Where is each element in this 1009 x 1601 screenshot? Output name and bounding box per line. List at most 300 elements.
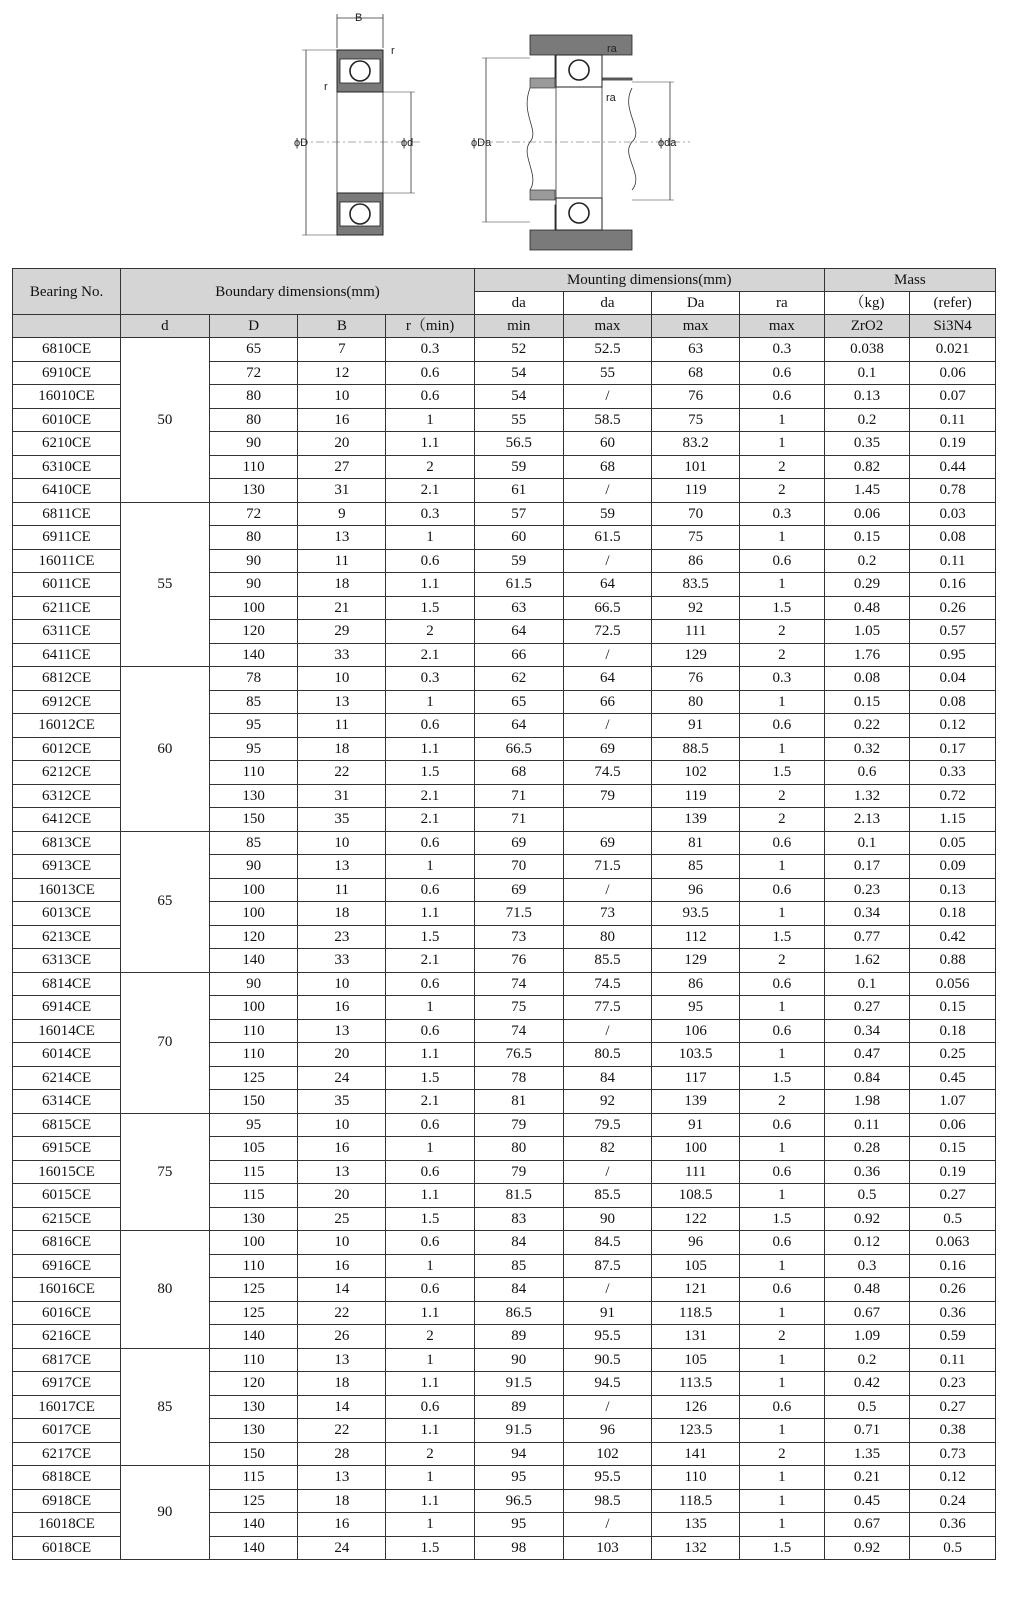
cell-da-max: 84.5 (563, 1231, 652, 1255)
cell-bearing-no: 6916CE (13, 1254, 121, 1278)
cell-da-min: 66 (474, 643, 563, 667)
cell-r-min: 0.6 (386, 385, 475, 409)
cell-ra-max: 1 (739, 1372, 824, 1396)
cell-B: 21 (298, 596, 386, 620)
cell-r-min: 1.5 (386, 1207, 475, 1231)
header-sub-kg: （kg) (824, 292, 910, 315)
cell-da-min: 84 (474, 1231, 563, 1255)
cell-da-max: / (563, 1160, 652, 1184)
cell-ra-max: 0.6 (739, 549, 824, 573)
cell-da-min: 64 (474, 620, 563, 644)
cell-Da-max: 63 (652, 338, 740, 362)
cell-mass-zro2: 0.48 (824, 596, 910, 620)
cell-mass-zro2: 0.32 (824, 737, 910, 761)
cell-bearing-no: 6212CE (13, 761, 121, 785)
cell-mass-zro2: 0.34 (824, 902, 910, 926)
cell-mass-si3n4: 1.07 (910, 1090, 996, 1114)
cell-ra-max: 1 (739, 1137, 824, 1161)
cell-D: 110 (209, 1254, 298, 1278)
cell-mass-si3n4: 0.88 (910, 949, 996, 973)
cell-da-max: 79.5 (563, 1113, 652, 1137)
cell-bearing-no: 6410CE (13, 479, 121, 503)
cell-mass-zro2: 0.77 (824, 925, 910, 949)
cell-da-max: 91 (563, 1301, 652, 1325)
cell-B: 14 (298, 1278, 386, 1302)
cell-D: 100 (209, 902, 298, 926)
cell-da-min: 79 (474, 1160, 563, 1184)
header-row-1 (13, 269, 996, 292)
label-D: ϕD (294, 137, 309, 149)
cell-r-min: 2.1 (386, 643, 475, 667)
cell-mass-zro2: 0.1 (824, 361, 910, 385)
cell-da-max: 95.5 (563, 1466, 652, 1490)
cell-D: 125 (209, 1301, 298, 1325)
cell-mass-zro2: 0.6 (824, 761, 910, 785)
cell-D: 72 (209, 502, 298, 526)
cell-D: 140 (209, 949, 298, 973)
cell-D: 115 (209, 1160, 298, 1184)
cell-da-min: 71 (474, 808, 563, 832)
cell-r-min: 0.3 (386, 338, 475, 362)
cell-mass-si3n4: 0.021 (910, 338, 996, 362)
cell-Da-max: 92 (652, 596, 740, 620)
cell-ra-max: 1 (739, 1184, 824, 1208)
cell-ra-max: 0.6 (739, 385, 824, 409)
cell-da-max: 52.5 (563, 338, 652, 362)
cell-mass-si3n4: 0.12 (910, 1466, 996, 1490)
cell-da-max: 68 (563, 455, 652, 479)
cell-D: 85 (209, 831, 298, 855)
cell-da-min: 89 (474, 1395, 563, 1419)
cell-Da-max: 139 (652, 808, 740, 832)
cell-mass-si3n4: 0.07 (910, 385, 996, 409)
cell-D: 120 (209, 925, 298, 949)
header-col-B: B (298, 315, 386, 338)
cell-mass-zro2: 0.34 (824, 1019, 910, 1043)
cell-bore-d: 70 (121, 972, 210, 1113)
cell-B: 16 (298, 996, 386, 1020)
cell-D: 90 (209, 549, 298, 573)
cell-bearing-no: 6313CE (13, 949, 121, 973)
cell-ra-max: 0.3 (739, 338, 824, 362)
cell-bearing-no: 6813CE (13, 831, 121, 855)
cell-bore-d: 60 (121, 667, 210, 832)
cell-mass-si3n4: 0.78 (910, 479, 996, 503)
boundary-dimension-figure (294, 12, 420, 235)
header-col-si3n4: Si3N4 (910, 315, 996, 338)
cell-r-min: 2 (386, 455, 475, 479)
cell-mass-zro2: 0.67 (824, 1301, 910, 1325)
cell-mass-zro2: 0.1 (824, 972, 910, 996)
cell-da-min: 54 (474, 385, 563, 409)
cell-mass-zro2: 0.82 (824, 455, 910, 479)
cell-bearing-no: 6912CE (13, 690, 121, 714)
header-col-d: d (121, 315, 210, 338)
cell-Da-max: 76 (652, 667, 740, 691)
cell-da-min: 73 (474, 925, 563, 949)
cell-mass-si3n4: 0.08 (910, 690, 996, 714)
cell-bearing-no: 6213CE (13, 925, 121, 949)
cell-mass-zro2: 0.29 (824, 573, 910, 597)
table-row (13, 972, 996, 996)
cell-Da-max: 112 (652, 925, 740, 949)
cell-ra-max: 2 (739, 1325, 824, 1349)
cell-ra-max: 1 (739, 902, 824, 926)
cell-Da-max: 117 (652, 1066, 740, 1090)
cell-mass-si3n4: 0.16 (910, 1254, 996, 1278)
cell-mass-zro2: 0.22 (824, 714, 910, 738)
cell-r-min: 1 (386, 526, 475, 550)
cell-mass-zro2: 0.12 (824, 1231, 910, 1255)
cell-mass-zro2: 0.45 (824, 1489, 910, 1513)
cell-ra-max: 1 (739, 432, 824, 456)
cell-ra-max: 0.6 (739, 972, 824, 996)
cell-bearing-no: 6412CE (13, 808, 121, 832)
cell-ra-max: 2 (739, 455, 824, 479)
cell-B: 24 (298, 1066, 386, 1090)
cell-B: 13 (298, 855, 386, 879)
cell-bearing-no: 6910CE (13, 361, 121, 385)
cell-mass-si3n4: 0.73 (910, 1442, 996, 1466)
cell-r-min: 0.3 (386, 502, 475, 526)
header-blank (13, 315, 121, 338)
cell-bearing-no: 6913CE (13, 855, 121, 879)
cell-bearing-no: 6911CE (13, 526, 121, 550)
cell-mass-si3n4: 0.33 (910, 761, 996, 785)
cell-mass-si3n4: 0.08 (910, 526, 996, 550)
cell-D: 95 (209, 1113, 298, 1137)
cell-da-min: 74 (474, 972, 563, 996)
cell-r-min: 1.1 (386, 573, 475, 597)
cell-mass-si3n4: 1.15 (910, 808, 996, 832)
cell-D: 90 (209, 573, 298, 597)
cell-mass-zro2: 0.5 (824, 1184, 910, 1208)
cell-B: 22 (298, 1301, 386, 1325)
cell-Da-max: 105 (652, 1348, 740, 1372)
cell-bearing-no: 6817CE (13, 1348, 121, 1372)
cell-mass-zro2: 0.08 (824, 667, 910, 691)
label-r-top: r (391, 45, 395, 57)
cell-r-min: 1.1 (386, 1372, 475, 1396)
label-ra-side: ra (606, 92, 616, 104)
cell-ra-max: 1 (739, 855, 824, 879)
cell-ra-max: 1 (739, 996, 824, 1020)
label-d: ϕd (401, 137, 414, 149)
cell-ra-max: 1 (739, 1348, 824, 1372)
cell-mass-si3n4: 0.27 (910, 1184, 996, 1208)
cell-B: 13 (298, 1019, 386, 1043)
cell-mass-si3n4: 0.11 (910, 549, 996, 573)
cell-D: 140 (209, 1325, 298, 1349)
cell-mass-si3n4: 0.09 (910, 855, 996, 879)
cell-r-min: 2.1 (386, 784, 475, 808)
cell-B: 16 (298, 1513, 386, 1537)
cell-da-max: 66 (563, 690, 652, 714)
cell-r-min: 1.1 (386, 1419, 475, 1443)
cell-B: 27 (298, 455, 386, 479)
cell-B: 25 (298, 1207, 386, 1231)
cell-da-min: 68 (474, 761, 563, 785)
cell-da-max: 71.5 (563, 855, 652, 879)
cell-da-min: 61 (474, 479, 563, 503)
label-r-side: r (324, 81, 328, 93)
cell-mass-si3n4: 0.18 (910, 1019, 996, 1043)
cell-Da-max: 123.5 (652, 1419, 740, 1443)
cell-r-min: 2.1 (386, 1090, 475, 1114)
cell-mass-zro2: 1.35 (824, 1442, 910, 1466)
table-row (13, 831, 996, 855)
cell-Da-max: 121 (652, 1278, 740, 1302)
cell-bearing-no: 6011CE (13, 573, 121, 597)
cell-da-min: 83 (474, 1207, 563, 1231)
cell-bore-d: 65 (121, 831, 210, 972)
cell-da-min: 91.5 (474, 1419, 563, 1443)
cell-ra-max: 1.5 (739, 1536, 824, 1560)
cell-B: 18 (298, 737, 386, 761)
cell-D: 110 (209, 1043, 298, 1067)
cell-Da-max: 93.5 (652, 902, 740, 926)
cell-Da-max: 88.5 (652, 737, 740, 761)
cell-bearing-no: 6211CE (13, 596, 121, 620)
cell-da-max: 87.5 (563, 1254, 652, 1278)
bearing-diagram (0, 0, 1009, 262)
cell-B: 23 (298, 925, 386, 949)
cell-da-min: 69 (474, 831, 563, 855)
cell-bearing-no: 6018CE (13, 1536, 121, 1560)
cell-B: 18 (298, 1372, 386, 1396)
cell-ra-max: 0.6 (739, 1160, 824, 1184)
cell-D: 125 (209, 1066, 298, 1090)
cell-mass-si3n4: 0.11 (910, 1348, 996, 1372)
cell-r-min: 1 (386, 690, 475, 714)
cell-mass-zro2: 0.2 (824, 549, 910, 573)
cell-B: 18 (298, 1489, 386, 1513)
table-row (13, 667, 996, 691)
cell-r-min: 1 (386, 855, 475, 879)
cell-D: 150 (209, 1090, 298, 1114)
cell-r-min: 2.1 (386, 949, 475, 973)
cell-bearing-no: 6314CE (13, 1090, 121, 1114)
cell-da-max: 90 (563, 1207, 652, 1231)
cell-mass-zro2: 1.62 (824, 949, 910, 973)
cell-Da-max: 76 (652, 385, 740, 409)
cell-bearing-no: 6816CE (13, 1231, 121, 1255)
cell-da-max: 84 (563, 1066, 652, 1090)
cell-bearing-no: 6818CE (13, 1466, 121, 1490)
cell-mass-zro2: 0.92 (824, 1536, 910, 1560)
header-col-D: D (209, 315, 298, 338)
cell-B: 11 (298, 714, 386, 738)
cell-da-max: 61.5 (563, 526, 652, 550)
cell-da-max: 80 (563, 925, 652, 949)
cell-mass-si3n4: 0.44 (910, 455, 996, 479)
cell-r-min: 0.6 (386, 361, 475, 385)
cell-ra-max: 1 (739, 408, 824, 432)
cell-mass-zro2: 0.17 (824, 855, 910, 879)
cell-mass-si3n4: 0.06 (910, 1113, 996, 1137)
cell-D: 140 (209, 643, 298, 667)
cell-da-min: 71 (474, 784, 563, 808)
cell-ra-max: 2 (739, 949, 824, 973)
header-row-3 (13, 315, 996, 338)
cell-r-min: 0.6 (386, 1278, 475, 1302)
cell-mass-si3n4: 0.42 (910, 925, 996, 949)
cell-ra-max: 1 (739, 573, 824, 597)
cell-r-min: 1.5 (386, 761, 475, 785)
cell-r-min: 0.6 (386, 1113, 475, 1137)
cell-da-max: 102 (563, 1442, 652, 1466)
cell-bearing-no: 16013CE (13, 878, 121, 902)
cell-D: 130 (209, 1419, 298, 1443)
cell-B: 20 (298, 1043, 386, 1067)
cell-da-max: 90.5 (563, 1348, 652, 1372)
cell-ra-max: 1 (739, 1043, 824, 1067)
cell-da-min: 71.5 (474, 902, 563, 926)
cell-B: 7 (298, 338, 386, 362)
cell-da-max: / (563, 714, 652, 738)
cell-D: 120 (209, 1372, 298, 1396)
cell-ra-max: 0.3 (739, 667, 824, 691)
cell-mass-zro2: 1.76 (824, 643, 910, 667)
cell-D: 80 (209, 408, 298, 432)
cell-da-max: 64 (563, 667, 652, 691)
cell-mass-zro2: 0.48 (824, 1278, 910, 1302)
cell-bearing-no: 6215CE (13, 1207, 121, 1231)
cell-mass-si3n4: 0.5 (910, 1207, 996, 1231)
cell-D: 110 (209, 1019, 298, 1043)
cell-mass-si3n4: 0.26 (910, 1278, 996, 1302)
cell-Da-max: 85 (652, 855, 740, 879)
cell-da-min: 63 (474, 596, 563, 620)
cell-da-min: 94 (474, 1442, 563, 1466)
cell-r-min: 1.5 (386, 925, 475, 949)
cell-mass-zro2: 0.36 (824, 1160, 910, 1184)
cell-D: 100 (209, 596, 298, 620)
cell-da-min: 80 (474, 1137, 563, 1161)
cell-da-max: 80.5 (563, 1043, 652, 1067)
cell-mass-zro2: 0.1 (824, 831, 910, 855)
bearing-spec-table (12, 268, 996, 1560)
cell-Da-max: 101 (652, 455, 740, 479)
cell-ra-max: 1 (739, 1466, 824, 1490)
cell-da-min: 91.5 (474, 1372, 563, 1396)
cell-mass-zro2: 0.67 (824, 1513, 910, 1537)
cell-da-max: 77.5 (563, 996, 652, 1020)
cell-r-min: 2.1 (386, 808, 475, 832)
cell-D: 120 (209, 620, 298, 644)
cell-r-min: 2 (386, 620, 475, 644)
cell-bearing-no: 16010CE (13, 385, 121, 409)
cell-bearing-no: 6010CE (13, 408, 121, 432)
cell-da-min: 52 (474, 338, 563, 362)
cell-r-min: 2 (386, 1325, 475, 1349)
cell-B: 10 (298, 972, 386, 996)
cell-Da-max: 135 (652, 1513, 740, 1537)
cell-r-min: 0.6 (386, 831, 475, 855)
cell-ra-max: 1 (739, 1254, 824, 1278)
cell-ra-max: 1.5 (739, 596, 824, 620)
cell-Da-max: 75 (652, 526, 740, 550)
cell-B: 22 (298, 1419, 386, 1443)
cell-ra-max: 0.6 (739, 1395, 824, 1419)
cell-da-min: 85 (474, 1254, 563, 1278)
cell-Da-max: 91 (652, 1113, 740, 1137)
cell-mass-zro2: 0.3 (824, 1254, 910, 1278)
header-mass: Mass (824, 269, 995, 292)
cell-Da-max: 118.5 (652, 1301, 740, 1325)
cell-ra-max: 1.5 (739, 1066, 824, 1090)
label-ra-top: ra (607, 43, 617, 55)
cell-r-min: 1 (386, 1348, 475, 1372)
cell-da-min: 65 (474, 690, 563, 714)
cell-da-max: 98.5 (563, 1489, 652, 1513)
cell-da-max (563, 808, 652, 832)
cell-mass-zro2: 0.23 (824, 878, 910, 902)
cell-bearing-no: 6214CE (13, 1066, 121, 1090)
cell-Da-max: 83.2 (652, 432, 740, 456)
cell-D: 115 (209, 1466, 298, 1490)
cell-da-max: / (563, 878, 652, 902)
cell-mass-si3n4: 0.18 (910, 902, 996, 926)
cell-B: 10 (298, 385, 386, 409)
cell-B: 18 (298, 902, 386, 926)
cell-Da-max: 80 (652, 690, 740, 714)
cell-r-min: 2.1 (386, 479, 475, 503)
cell-r-min: 1 (386, 1513, 475, 1537)
cell-da-min: 64 (474, 714, 563, 738)
cell-mass-zro2: 0.92 (824, 1207, 910, 1231)
cell-bearing-no: 6915CE (13, 1137, 121, 1161)
cell-mass-si3n4: 0.5 (910, 1536, 996, 1560)
cell-da-min: 75 (474, 996, 563, 1020)
cell-B: 16 (298, 1254, 386, 1278)
cell-ra-max: 1 (739, 1513, 824, 1537)
cell-da-min: 60 (474, 526, 563, 550)
cell-r-min: 0.6 (386, 878, 475, 902)
cell-Da-max: 100 (652, 1137, 740, 1161)
cell-mass-zro2: 1.32 (824, 784, 910, 808)
cell-da-min: 76.5 (474, 1043, 563, 1067)
cell-mass-si3n4: 0.19 (910, 432, 996, 456)
cell-bore-d: 55 (121, 502, 210, 667)
cell-r-min: 2 (386, 1442, 475, 1466)
cell-B: 13 (298, 1466, 386, 1490)
cell-ra-max: 0.6 (739, 714, 824, 738)
cell-da-max: 69 (563, 737, 652, 761)
cell-r-min: 1.5 (386, 596, 475, 620)
cell-D: 80 (209, 385, 298, 409)
cell-B: 16 (298, 1137, 386, 1161)
cell-mass-zro2: 0.27 (824, 996, 910, 1020)
header-sub-da-min: da (474, 292, 563, 315)
cell-ra-max: 2 (739, 808, 824, 832)
cell-D: 150 (209, 1442, 298, 1466)
cell-mass-zro2: 1.05 (824, 620, 910, 644)
cell-da-max: / (563, 549, 652, 573)
cell-ra-max: 1.5 (739, 1207, 824, 1231)
cell-Da-max: 95 (652, 996, 740, 1020)
cell-Da-max: 96 (652, 878, 740, 902)
cell-r-min: 1.1 (386, 1489, 475, 1513)
cell-Da-max: 105 (652, 1254, 740, 1278)
cell-B: 29 (298, 620, 386, 644)
cell-D: 80 (209, 526, 298, 550)
cell-da-max: 95.5 (563, 1325, 652, 1349)
cell-bearing-no: 6015CE (13, 1184, 121, 1208)
cell-D: 100 (209, 878, 298, 902)
cell-da-min: 98 (474, 1536, 563, 1560)
cell-da-min: 74 (474, 1019, 563, 1043)
